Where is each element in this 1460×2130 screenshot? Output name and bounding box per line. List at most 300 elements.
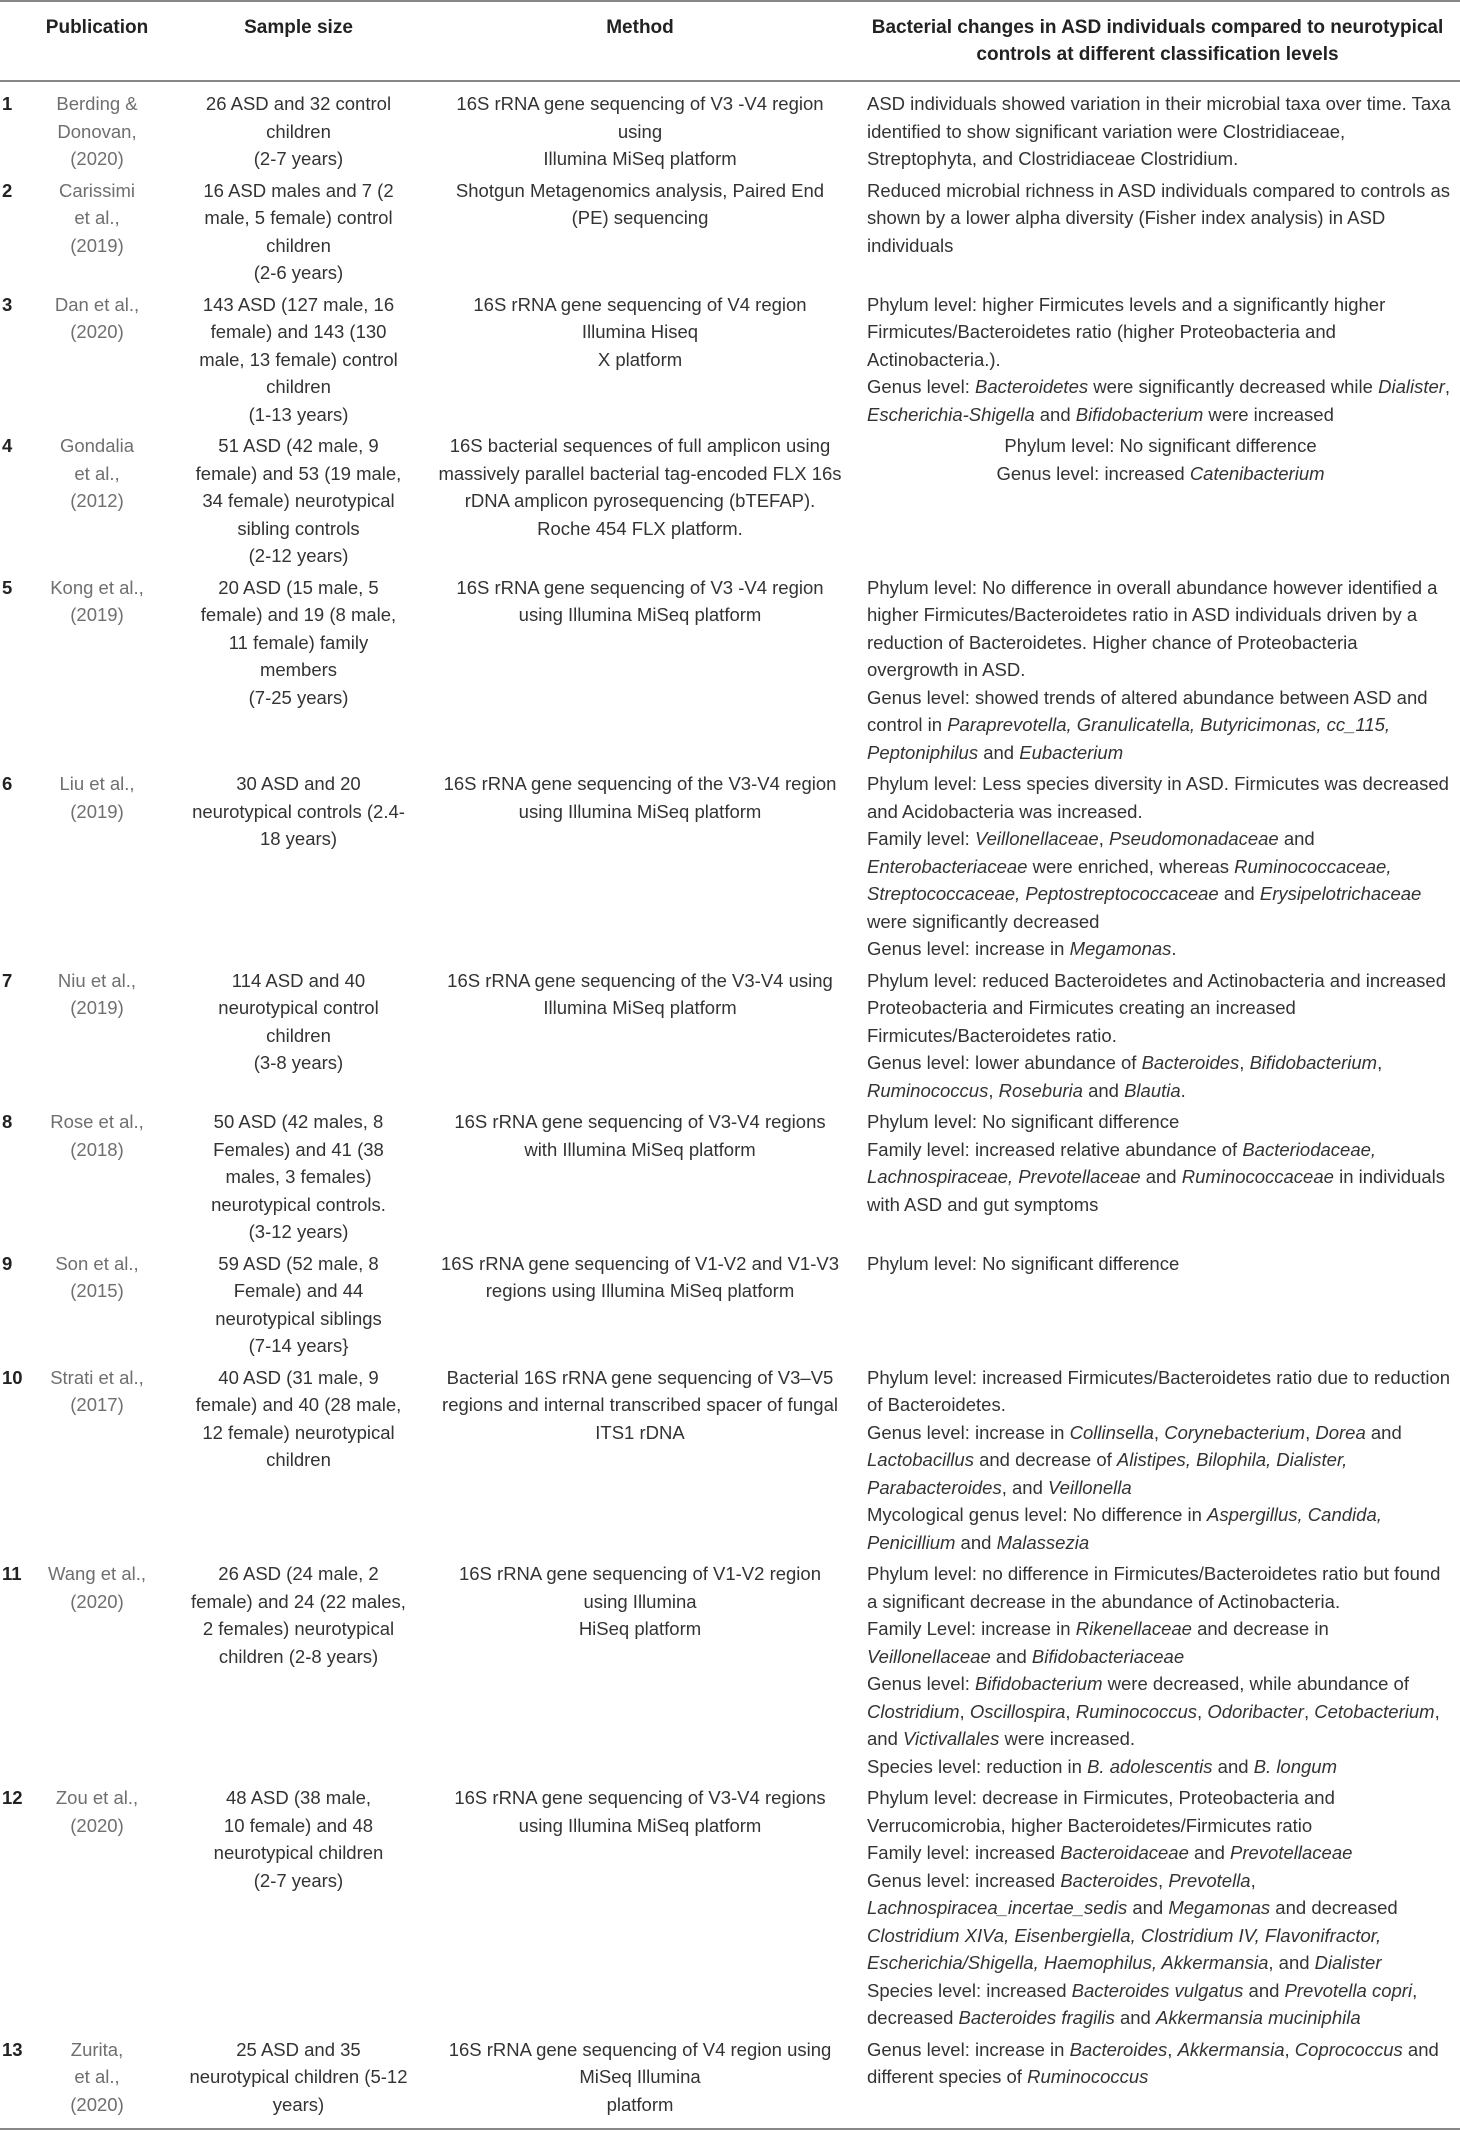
publication-cell xyxy=(22,768,172,965)
changes-text: and xyxy=(1243,1979,1285,2001)
table-row xyxy=(0,572,1460,769)
publication-line: Rose et al., xyxy=(50,1111,144,1132)
changes-text: Genus level: increased xyxy=(996,462,1190,484)
taxon-name: Akkermansia xyxy=(1177,2038,1285,2060)
method-line: HiSeq platform xyxy=(578,1618,702,1639)
method-cell xyxy=(425,572,855,769)
taxon-name: Escherichia-Shigella xyxy=(867,403,1035,425)
publication-line: Berding & xyxy=(56,93,138,114)
taxon-name: Ruminococcus xyxy=(1027,2066,1149,2087)
sample-size-cell xyxy=(172,572,425,769)
taxon-name: Ruminococcaceae, Streptococcaceae, Peptostreptococcaceae xyxy=(867,855,1392,904)
changes-text: and decrease of xyxy=(973,1449,1117,1470)
changes-text: Genus level: xyxy=(867,376,975,397)
taxon-name: Enterobacteriaceae xyxy=(867,855,1028,877)
sample-size-line: (7-25 years) xyxy=(248,686,349,708)
sample-size-line: 40 ASD (31 male, 9 xyxy=(218,1366,379,1388)
publication-cell xyxy=(22,1782,172,2034)
changes-paragraph xyxy=(867,1784,1454,1839)
publication-line: (2012) xyxy=(70,490,124,511)
method-line: 16S rRNA gene sequencing of V3-V4 regions xyxy=(454,1111,826,1132)
changes-paragraph xyxy=(867,291,1454,374)
method-cell xyxy=(425,2034,855,2130)
changes-paragraph xyxy=(867,1419,1454,1502)
table-row xyxy=(0,81,1460,175)
changes-text: Family level: increased xyxy=(867,1842,1061,1863)
changes-text: were increased xyxy=(1203,403,1334,425)
sample-size-cell xyxy=(172,430,425,572)
publication-line: (2020) xyxy=(70,1590,124,1612)
changes-text: and xyxy=(1082,1079,1125,1101)
changes-text: and xyxy=(978,741,1020,763)
taxon-name: Bacteroides xyxy=(1069,2038,1168,2060)
taxon-name: Cetobacterium xyxy=(1314,1700,1435,1722)
changes-text: and xyxy=(1140,1166,1182,1187)
table-header xyxy=(0,1,1460,81)
method-line: using Illumina xyxy=(583,1590,697,1612)
sample-size-line: neurotypical children (5-12 xyxy=(189,2066,408,2087)
publication-line: (2019) xyxy=(70,234,124,256)
taxon-name: Lactobacillus xyxy=(867,1449,974,1470)
taxon-name: Malassezia xyxy=(996,1531,1090,1553)
method-line: using Illumina MiSeq platform xyxy=(518,800,762,822)
sample-size-line: (2-7 years) xyxy=(253,1869,344,1891)
taxon-name: Roseburia xyxy=(998,1079,1083,1101)
method-line: ITS1 rDNA xyxy=(595,1421,685,1443)
bacterial-changes-cell xyxy=(855,965,1460,1107)
changes-text: and xyxy=(1365,1421,1402,1443)
sample-size-line: 18 years) xyxy=(259,828,338,849)
bacterial-changes-cell xyxy=(855,1106,1460,1248)
changes-text: and xyxy=(990,1645,1032,1667)
sample-size-line: (2-12 years) xyxy=(248,545,349,566)
sample-size-line: male, 5 female) control xyxy=(204,207,393,228)
changes-text: Species level: reduction in xyxy=(867,1755,1088,1777)
publication-line: (2020) xyxy=(70,1814,124,1836)
bacterial-changes-cell xyxy=(855,1558,1460,1782)
changes-paragraph xyxy=(867,1049,1454,1104)
sample-size-line: 20 ASD (15 male, 5 xyxy=(218,576,379,598)
method-line: platform xyxy=(606,2093,674,2115)
changes-text: Phylum level: Less species diversity in ASD. Firmicutes was decreased and Acidobacteria was increased. xyxy=(867,773,1449,822)
changes-paragraph xyxy=(867,1615,1454,1670)
publication-cell xyxy=(22,572,172,769)
changes-text: Genus level: lower abundance of xyxy=(867,1052,1142,1073)
changes-text: , xyxy=(1197,1700,1208,1722)
header-publication: Publication xyxy=(22,1,172,81)
row-number: 1 xyxy=(2,93,13,114)
taxon-name: Akkermansia muciniphila xyxy=(1156,2007,1361,2028)
changes-text: Mycological genus level: No difference in xyxy=(867,1504,1208,1525)
changes-paragraph xyxy=(867,177,1454,260)
sample-size-line: Female) and 44 xyxy=(233,1280,364,1301)
changes-text: , xyxy=(1444,376,1451,397)
method-line: MiSeq Illumina xyxy=(579,2066,701,2087)
taxon-name: Bacteriodaceae, Lachnospiraceae, Prevotellaceae xyxy=(867,1138,1377,1187)
publication-line: Dan et al., xyxy=(54,293,140,315)
sample-size-line: (1-13 years) xyxy=(248,403,349,425)
table-row xyxy=(0,965,1460,1107)
changes-text: Phylum level: increased Firmicutes/Bacteroidetes ratio due to reduction of Bacteroidetes. xyxy=(867,1366,1451,1415)
sample-size-line: (7-14 years} xyxy=(248,1335,349,1356)
sample-size-line: children xyxy=(266,1449,331,1470)
taxon-name: Prevotella xyxy=(1168,1869,1251,1891)
bacterial-changes-cell xyxy=(855,430,1460,572)
bacterial-changes-cell xyxy=(855,1248,1460,1362)
bacterial-changes-cell xyxy=(855,768,1460,965)
table-row xyxy=(0,768,1460,965)
changes-paragraph xyxy=(867,1108,1454,1136)
taxon-name: Prevotellaceae xyxy=(1230,1842,1353,1863)
changes-paragraph xyxy=(867,574,1454,684)
sample-size-line: Females) and 41 (38 xyxy=(213,1138,384,1160)
taxon-name: Dialister xyxy=(1314,1952,1382,1973)
taxon-name: Bifidobacterium xyxy=(974,1673,1103,1694)
row-number: 5 xyxy=(2,576,13,598)
method-line: massively parallel bacterial tag-encoded FLX 16s xyxy=(438,462,842,484)
changes-paragraph xyxy=(867,770,1454,825)
sample-size-line: 48 ASD (38 male, xyxy=(226,1787,371,1808)
changes-text: Genus level: increase in xyxy=(867,938,1070,959)
sample-size-cell xyxy=(172,1106,425,1248)
sample-size-line: female) and 143 (130 xyxy=(210,321,387,342)
changes-paragraph xyxy=(867,432,1454,460)
row-number: 7 xyxy=(2,969,13,991)
taxon-name: Ruminococcus xyxy=(867,1079,989,1101)
taxon-name: Bacteroidetes xyxy=(974,376,1089,397)
publication-line: Niu et al., xyxy=(57,969,137,991)
sample-size-line: 30 ASD and 20 xyxy=(236,773,361,794)
changes-text: Family level: increased relative abundance of xyxy=(867,1138,1243,1160)
taxon-name: Ruminococcaceae xyxy=(1181,1166,1334,1187)
changes-text: and different species of xyxy=(867,2038,1439,2087)
publication-line: (2020) xyxy=(70,321,124,342)
taxon-name: Victivallales xyxy=(903,1728,1000,1749)
sample-size-line: 25 ASD and 35 xyxy=(236,2038,361,2060)
taxon-name: Veillonellaceae xyxy=(867,1645,991,1667)
sample-size-line: female) and 24 (22 males, xyxy=(191,1590,406,1612)
taxon-name: Bacteroides xyxy=(1141,1052,1240,1073)
sample-size-line: 34 female) neurotypical xyxy=(202,490,395,511)
method-cell xyxy=(425,175,855,289)
row-number: 4 xyxy=(2,435,13,456)
sample-size-line: (2-6 years) xyxy=(253,262,344,283)
method-cell xyxy=(425,81,855,175)
changes-text: and xyxy=(955,1531,997,1553)
row-number: 10 xyxy=(2,1366,23,1388)
sample-size-line: neurotypical control xyxy=(218,997,379,1018)
header-bacterial-changes: Bacterial changes in ASD individuals compared to neurotypical controls at different classification levels xyxy=(855,1,1460,81)
publication-line: Zurita, xyxy=(70,2038,124,2060)
method-cell xyxy=(425,1782,855,2034)
sample-size-line: 12 female) neurotypical xyxy=(202,1421,395,1443)
taxon-name: Oscillospira xyxy=(969,1700,1066,1722)
method-line: rDNA amplicon pyrosequencing (bTEFAP). xyxy=(464,490,816,511)
changes-text: , xyxy=(959,1700,970,1722)
row-number: 3 xyxy=(2,293,13,315)
table-row xyxy=(0,1248,1460,1362)
sample-size-line: 51 ASD (42 male, 9 xyxy=(218,435,379,456)
publication-line: Carissimi xyxy=(58,179,136,201)
row-number: 8 xyxy=(2,1111,13,1132)
changes-text: and xyxy=(1127,1897,1169,1918)
taxon-name: Veillonella xyxy=(1048,1476,1132,1498)
changes-paragraph xyxy=(867,1977,1454,2032)
changes-text: Family level: xyxy=(867,828,975,849)
header-method: Method xyxy=(425,1,855,81)
method-cell xyxy=(425,1106,855,1248)
method-line: 16S rRNA gene sequencing of V1-V2 and V1-V3 xyxy=(440,1252,839,1274)
method-line: 16S rRNA gene sequencing of V4 region using xyxy=(448,2038,832,2060)
publication-line: (2019) xyxy=(70,997,124,1018)
sample-size-line: female) and 53 (19 male, xyxy=(195,462,402,484)
changes-paragraph xyxy=(867,935,1454,963)
sample-size-line: neurotypical children xyxy=(213,1842,384,1863)
method-line: using Illumina MiSeq platform xyxy=(518,1814,762,1836)
changes-text: and xyxy=(1114,2007,1156,2028)
changes-text: Phylum level: No difference in overall abundance however identified a higher Firmicutes/Bacteroidetes ratio in ASD individuals driven by a reduction of Bacteroidetes. Higher chance of Proteobacteria overgrowth in ASD. xyxy=(867,576,1438,680)
publication-line: et al., xyxy=(74,462,120,484)
sample-size-line: male, 13 female) control xyxy=(199,348,398,370)
table-row xyxy=(0,1106,1460,1248)
changes-paragraph xyxy=(867,373,1454,428)
taxon-name: Bacteroides xyxy=(1060,1869,1159,1891)
sample-size-line: years) xyxy=(272,2093,325,2115)
sample-size-line: sibling controls xyxy=(237,517,360,539)
table-row xyxy=(0,2034,1460,2130)
row-number: 9 xyxy=(2,1252,13,1274)
table-row xyxy=(0,430,1460,572)
publication-line: (2019) xyxy=(70,800,124,822)
changes-text: ASD individuals showed variation in their microbial taxa over time. Taxa identified to show significant variation were Clostridiaceae, Streptophyta, and Clostridiaceae Clostridium. xyxy=(867,93,1451,169)
sample-size-line: 143 ASD (127 male, 16 xyxy=(202,293,395,315)
bacterial-changes-cell xyxy=(855,175,1460,289)
sample-size-line: (3-12 years) xyxy=(248,1221,349,1242)
method-cell xyxy=(425,430,855,572)
bacterial-changes-cell xyxy=(855,1782,1460,2034)
row-number: 11 xyxy=(2,1563,22,1584)
changes-text: Reduced microbial richness in ASD individuals compared to controls as shown by a lower alpha diversity (Fisher index analysis) in ASD individuals xyxy=(867,179,1451,256)
publication-line: (2020) xyxy=(70,148,124,169)
bacterial-changes-cell xyxy=(855,1362,1460,1559)
method-line: 16S rRNA gene sequencing of V4 region xyxy=(473,293,807,315)
changes-paragraph xyxy=(867,90,1454,173)
changes-text: Species level: increased xyxy=(867,1979,1072,2001)
changes-text: and xyxy=(1212,1755,1254,1777)
method-line: Illumina Hiseq xyxy=(581,321,699,342)
method-line: Illumina MiSeq platform xyxy=(543,997,737,1018)
publication-line: Wang et al., xyxy=(47,1563,147,1584)
table-row xyxy=(0,175,1460,289)
changes-text: , xyxy=(1377,1052,1383,1073)
changes-text: , xyxy=(1239,1052,1250,1073)
changes-text: . xyxy=(1171,938,1177,959)
method-line: 16S rRNA gene sequencing of V3 -V4 region xyxy=(456,93,824,114)
changes-text: , decreased xyxy=(867,1979,1418,2028)
changes-text: , xyxy=(1065,1700,1076,1722)
taxon-name: Catenibacterium xyxy=(1189,462,1325,484)
sample-size-cell xyxy=(172,2034,425,2130)
publication-cell xyxy=(22,1106,172,1248)
method-line: regions and internal transcribed spacer of fungal xyxy=(442,1394,838,1415)
table-row xyxy=(0,1558,1460,1782)
method-line: Roche 454 FLX platform. xyxy=(537,517,743,539)
publication-cell xyxy=(22,2034,172,2130)
sample-size-line: 50 ASD (42 males, 8 xyxy=(213,1111,384,1132)
method-cell xyxy=(425,289,855,431)
taxon-name: Lachnospiracea_incertae_sedis xyxy=(867,1897,1128,1918)
changes-text: . xyxy=(1180,1079,1186,1101)
changes-text: , and xyxy=(1268,1952,1315,1973)
publication-line: (2020) xyxy=(70,2093,124,2115)
changes-text: were decreased, while abundance of xyxy=(1102,1673,1409,1694)
method-line: (PE) sequencing xyxy=(571,207,709,228)
header-number xyxy=(0,1,22,81)
method-line: 16S rRNA gene sequencing of V3 -V4 region xyxy=(456,576,824,598)
changes-text: , xyxy=(1284,2038,1295,2060)
publication-line: Kong et al., xyxy=(50,576,144,598)
publication-line: Liu et al., xyxy=(59,773,135,794)
taxon-name: Bifidobacteriaceae xyxy=(1031,1645,1185,1667)
sample-size-cell xyxy=(172,1248,425,1362)
sample-size-line: 59 ASD (52 male, 8 xyxy=(218,1252,379,1274)
changes-paragraph xyxy=(867,1364,1454,1419)
publication-cell xyxy=(22,175,172,289)
method-line: using Illumina MiSeq platform xyxy=(518,604,762,625)
changes-paragraph xyxy=(867,967,1454,1050)
taxon-name: B. adolescentis xyxy=(1087,1755,1213,1777)
sample-size-line: 11 female) family xyxy=(228,631,369,653)
taxon-name: Pseudomonadaceae xyxy=(1109,828,1279,849)
method-line: 16S rRNA gene sequencing of the V3-V4 using xyxy=(447,969,833,991)
sample-size-cell xyxy=(172,81,425,175)
taxon-name: Paraprevotella, Granulicatella, Butyricimonas, cc_115, Peptoniphilus xyxy=(867,714,1391,763)
taxon-name: Odoribacter xyxy=(1207,1700,1304,1722)
sample-size-cell xyxy=(172,965,425,1107)
changes-text: and xyxy=(1278,828,1315,849)
taxon-name: Corynebacterium xyxy=(1164,1421,1306,1443)
changes-text: , and xyxy=(1001,1476,1049,1498)
changes-text: , xyxy=(1167,2038,1178,2060)
bacterial-changes-cell xyxy=(855,289,1460,431)
taxon-name: B. longum xyxy=(1253,1755,1337,1777)
taxon-name: Bacteroides vulgatus xyxy=(1071,1979,1244,2001)
sample-size-cell xyxy=(172,289,425,431)
changes-text: Genus level: increased xyxy=(867,1869,1061,1891)
publication-cell xyxy=(22,289,172,431)
sample-size-line: children xyxy=(266,1024,331,1046)
publication-cell xyxy=(22,430,172,572)
changes-text: , and xyxy=(867,1700,1440,1749)
taxon-name: Bacteroidaceae xyxy=(1060,1842,1189,1863)
changes-text: , xyxy=(1303,1700,1315,1722)
changes-text: and xyxy=(1034,403,1076,425)
changes-text: , xyxy=(1153,1421,1165,1443)
sample-size-line: female) and 40 (28 male, xyxy=(195,1394,402,1415)
header-row xyxy=(0,1,1460,81)
changes-text: and xyxy=(1188,1842,1231,1863)
changes-text: , xyxy=(988,1079,999,1101)
table-row xyxy=(0,1362,1460,1559)
method-cell xyxy=(425,1362,855,1559)
changes-paragraph xyxy=(867,825,1454,935)
publication-line: et al., xyxy=(74,207,120,228)
method-cell xyxy=(425,1248,855,1362)
taxon-name: Alistipes, Bilophila, Dialister, Parabacteroides xyxy=(867,1449,1348,1498)
changes-text: Phylum level: No significant difference xyxy=(867,1111,1180,1132)
publication-line: (2018) xyxy=(70,1138,124,1160)
sample-size-line: (3-8 years) xyxy=(253,1052,344,1073)
taxon-name: Blautia xyxy=(1124,1079,1181,1101)
method-line: 16S rRNA gene sequencing of V3-V4 regions xyxy=(454,1787,826,1808)
method-line: Bacterial 16S rRNA gene sequencing of V3–V5 xyxy=(446,1366,834,1388)
bacterial-changes-cell xyxy=(855,572,1460,769)
sample-size-line: males, 3 females) xyxy=(225,1166,372,1187)
changes-paragraph xyxy=(867,684,1454,767)
changes-paragraph xyxy=(867,1753,1454,1781)
row-number: 6 xyxy=(2,773,13,794)
publication-cell xyxy=(22,1248,172,1362)
publication-line: et al., xyxy=(74,2066,120,2087)
changes-text: , xyxy=(1305,1421,1316,1443)
sample-size-cell xyxy=(172,1558,425,1782)
changes-text: Genus level: showed trends of altered abundance between ASD and control in xyxy=(867,686,1428,735)
changes-paragraph xyxy=(867,1250,1454,1278)
changes-paragraph xyxy=(867,2036,1454,2091)
method-line: 16S rRNA gene sequencing of the V3-V4 region xyxy=(443,773,837,794)
changes-text: Genus level: xyxy=(867,1673,975,1694)
taxon-name: Clostridium xyxy=(867,1700,960,1722)
changes-paragraph xyxy=(867,1839,1454,1867)
changes-text: Family Level: increase in xyxy=(867,1618,1076,1639)
publication-line: Donovan, xyxy=(57,120,137,142)
sample-size-line: (2-7 years) xyxy=(253,148,344,169)
method-cell xyxy=(425,768,855,965)
sample-size-line: neurotypical controls (2.4- xyxy=(192,800,405,822)
sample-size-line: children (2-8 years) xyxy=(218,1645,379,1667)
table-body xyxy=(0,81,1460,2129)
table-row xyxy=(0,1782,1460,2034)
header-sample-size: Sample size xyxy=(172,1,425,81)
sample-size-line: 26 ASD (24 male, 2 xyxy=(218,1563,379,1584)
changes-text: Phylum level: reduced Bacteroidetes and Actinobacteria and increased Proteobacteria and Firmicutes creating an increased Firmicutes/Bacteroidetes ratio. xyxy=(867,969,1446,1046)
taxon-name: Bacteroides fragilis xyxy=(958,2007,1115,2028)
taxon-name: Megamonas xyxy=(1168,1897,1271,1918)
publication-line: (2017) xyxy=(70,1394,124,1415)
changes-paragraph xyxy=(867,1560,1454,1615)
publication-cell xyxy=(22,81,172,175)
changes-text: , xyxy=(1250,1869,1256,1891)
changes-text: Phylum level: higher Firmicutes levels and a significantly higher Firmicutes/Bacteroidetes ratio (higher Proteobacteria and Actinobacteria.). xyxy=(867,293,1386,370)
publication-line: (2019) xyxy=(70,604,124,625)
changes-text: Genus level: increase in xyxy=(867,2038,1070,2060)
changes-text: were enriched, whereas xyxy=(1027,855,1235,877)
publication-line: Son et al., xyxy=(55,1252,139,1274)
changes-text: were significantly decreased xyxy=(867,910,1100,932)
sample-size-cell xyxy=(172,1362,425,1559)
sample-size-cell xyxy=(172,768,425,965)
changes-text: , xyxy=(1158,1869,1169,1891)
taxon-name: Megamonas xyxy=(1069,938,1172,959)
method-line: using xyxy=(617,120,663,142)
method-cell xyxy=(425,965,855,1107)
changes-text: Phylum level: decrease in Firmicutes, Proteobacteria and Verrucomicrobia, higher Bacteroidetes/Firmicutes ratio xyxy=(867,1787,1335,1836)
bacterial-changes-cell xyxy=(855,2034,1460,2130)
sample-size-line: 2 females) neurotypical xyxy=(202,1618,395,1639)
taxon-name: Erysipelotrichaceae xyxy=(1259,883,1422,904)
publication-line: Zou et al., xyxy=(55,1787,139,1808)
changes-text: were increased. xyxy=(999,1728,1136,1749)
